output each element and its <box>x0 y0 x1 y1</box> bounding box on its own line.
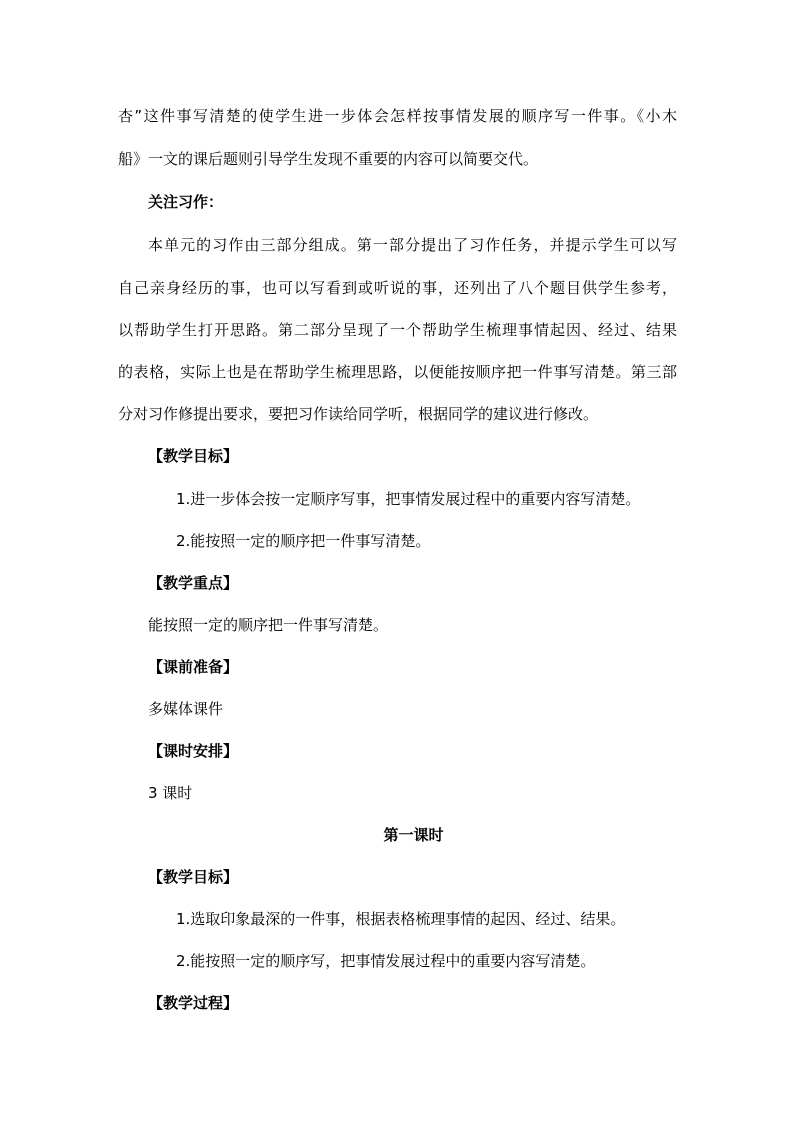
section-heading-key-points: 【教学重点】 <box>148 574 239 592</box>
goal-item: 1.进一步体会按一定顺序写事，把事情发展过程中的重要内容写清楚。 <box>176 490 641 508</box>
paragraph-line: 自己亲身经历的事，也可以写看到或听说的事，还列出了八个题目供学生参考， <box>118 279 677 297</box>
goal-item: 1.选取印象最深的一件事，根据表格梳理事情的起因、经过、结果。 <box>176 910 626 928</box>
lesson-title: 第一课时 <box>383 826 444 844</box>
goal-item: 2.能按照一定的顺序写，把事情发展过程中的重要内容写清楚。 <box>176 952 596 970</box>
paragraph-line: 分对习作修提出要求，要把习作读给同学听，根据同学的建议进行修改。 <box>118 405 599 423</box>
section-heading-process: 【教学过程】 <box>148 994 239 1012</box>
paragraph-line: 的表格，实际上也是在帮助学生梳理思路，以便能按顺序把一件事写清楚。第三部 <box>118 363 677 381</box>
section-heading-schedule: 【课时安排】 <box>148 742 239 760</box>
schedule-text: 3 课时 <box>148 784 193 802</box>
paragraph-line: 船》一文的课后题则引导学生发现不重要的内容可以简要交代。 <box>118 150 539 168</box>
paragraph-line: 以帮助学生打开思路。第二部分呈现了一个帮助学生梳理事情起因、经过、结果 <box>118 321 677 339</box>
section-heading-focus: 关注习作： <box>148 193 224 211</box>
goal-item: 2.能按照一定的顺序把一件事写清楚。 <box>176 532 431 550</box>
paragraph-line: 本单元的习作由三部分组成。第一部分提出了习作任务，并提示学生可以写 <box>148 236 677 254</box>
paragraph-line: 杏”这件事写清楚的使学生进一步体会怎样按事情发展的顺序写一件事。《小木 <box>118 107 677 125</box>
section-heading-goals-lesson1: 【教学目标】 <box>148 868 239 886</box>
preparation-text: 多媒体课件 <box>148 700 224 718</box>
section-heading-goals: 【教学目标】 <box>148 447 239 465</box>
key-point-text: 能按照一定的顺序把一件事写清楚。 <box>148 616 389 634</box>
section-heading-preparation: 【课前准备】 <box>148 658 239 676</box>
